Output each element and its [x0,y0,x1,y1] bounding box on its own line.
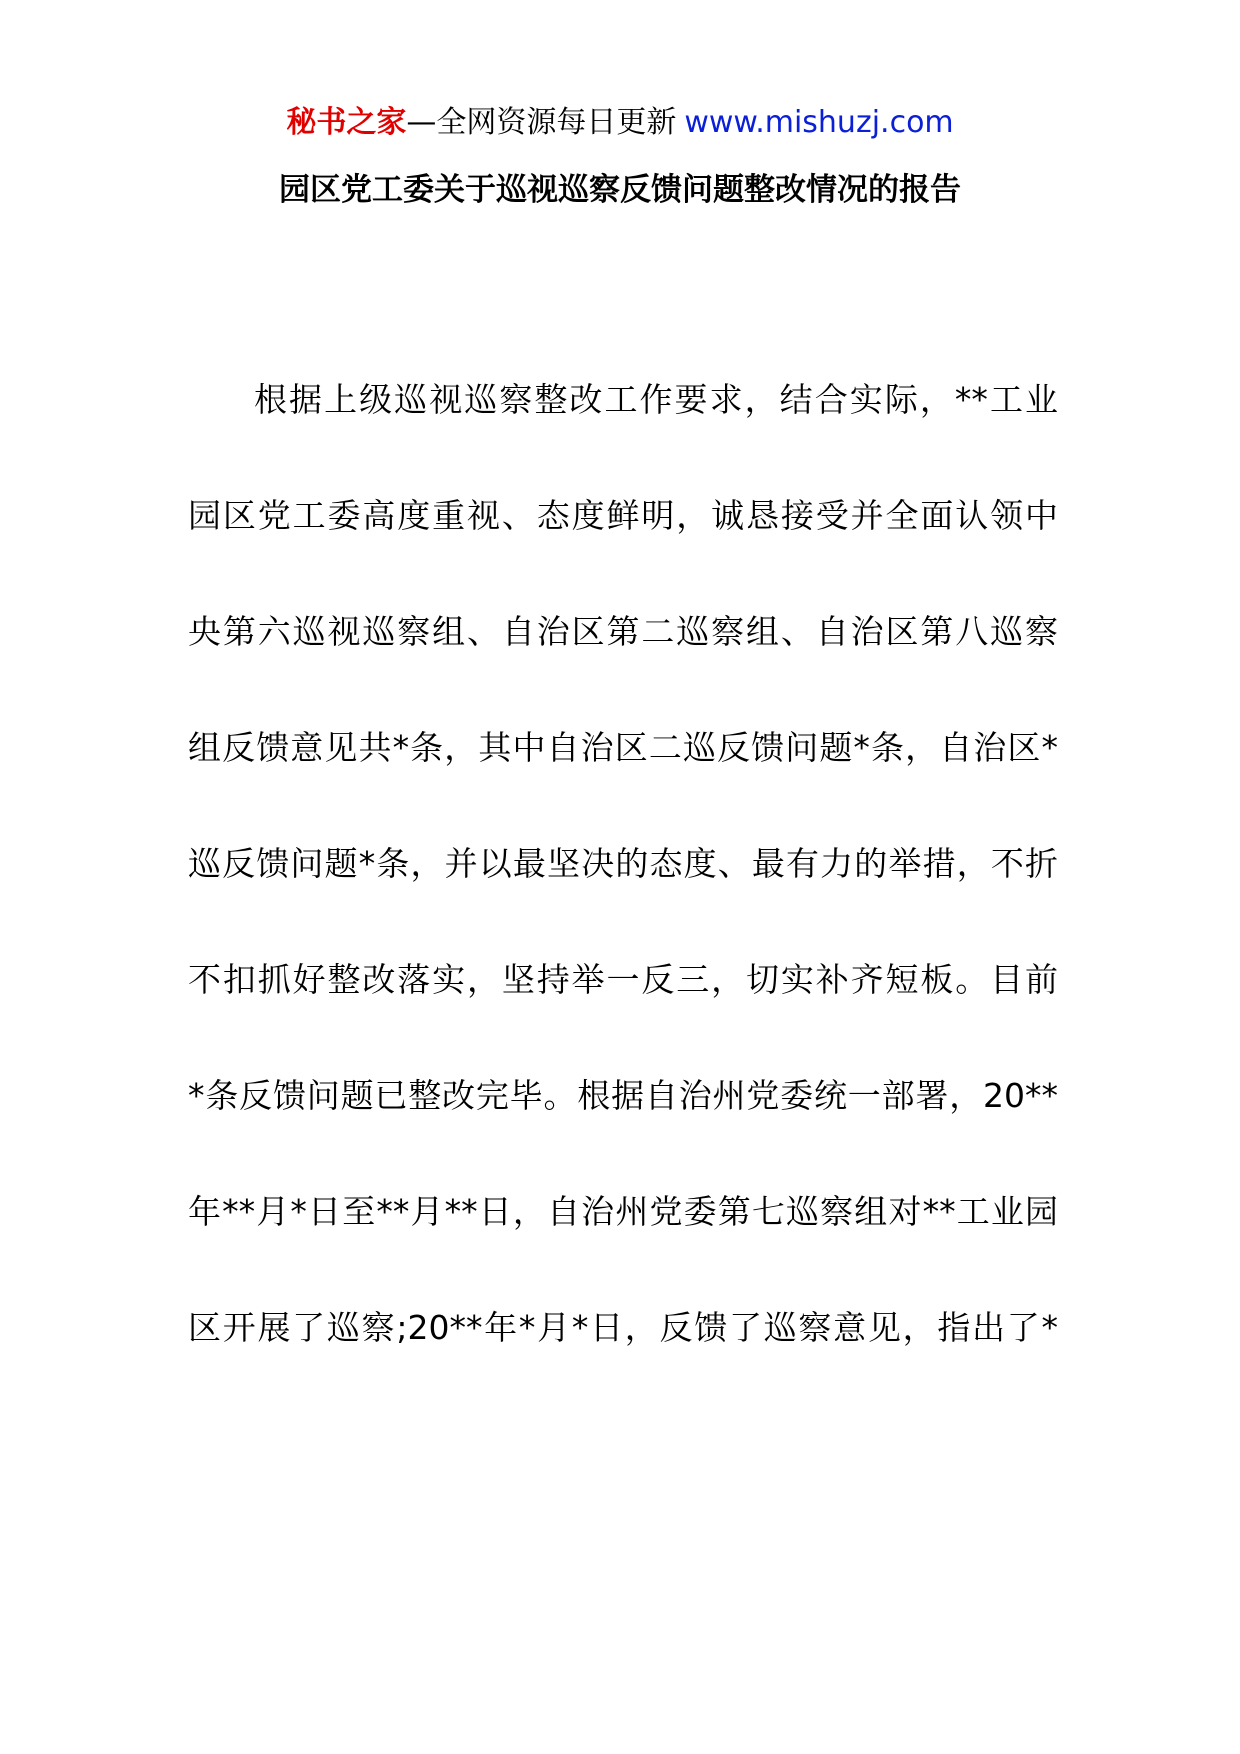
body-line: 组反馈意见共*条，其中自治区二巡反馈问题*条，自治区* [188,728,1058,767]
body-line: 园区党工委高度重视、态度鲜明，诚恳接受并全面认领中 [188,496,1058,535]
body-line: 根据上级巡视巡察整改工作要求，结合实际，**工业 [254,380,1058,419]
document-title: 园区党工委关于巡视巡察反馈问题整改情况的报告 [279,172,961,208]
header-slogan: —全网资源每日更新 [406,105,677,140]
body-line: 年**月*日至**月**日，自治州党委第七巡察组对**工业园 [188,1192,1058,1231]
site-url: www.mishuzj.com [684,105,954,140]
brand-name: 秘书之家 [286,105,407,140]
body-line: 巡反馈问题*条，并以最坚决的态度、最有力的举措，不折 [188,844,1058,883]
body-line: 央第六巡视巡察组、自治区第二巡察组、自治区第八巡察 [188,612,1058,651]
site-header [0,101,1240,145]
body-line: *条反馈问题已整改完毕。根据自治州党委统一部署，20** [188,1076,1058,1115]
body-line: 不扣抓好整改落实，坚持举一反三，切实补齐短板。目前 [188,960,1058,999]
body-line: 区开展了巡察;20**年*月*日，反馈了巡察意见，指出了* [188,1308,1058,1347]
